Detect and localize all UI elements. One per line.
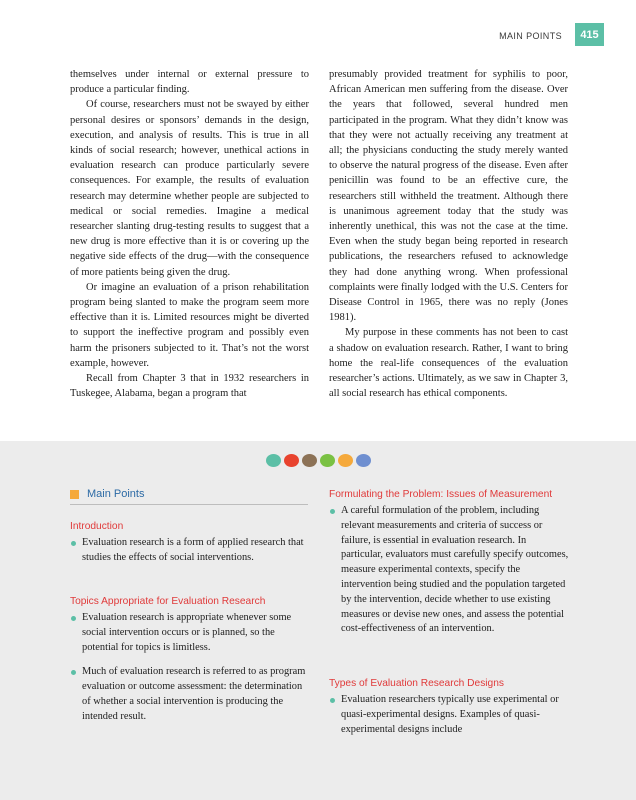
section-title: Topics Appropriate for Evaluation Research bbox=[70, 596, 266, 607]
bullet-text: Much of evaluation research is referred to as program evaluation or outcome assessment: the determination of whether a social intervention is producing the intended result. bbox=[82, 666, 306, 722]
bullet-icon bbox=[330, 698, 335, 703]
bullet-item bbox=[70, 611, 310, 655]
bullet-item bbox=[70, 665, 310, 724]
paragraph: Recall from Chapter 3 that in 1932 researchers in Tuskegee, Alabama, began a program that bbox=[70, 373, 309, 400]
dot-icon bbox=[356, 454, 371, 467]
paragraph: Or imagine an evaluation of a prison rehabilitation program being slanted to make the program seem more effective than it is. Limited resources might be diverted to support the ineffective program and possibly even harm the prisoners subjected to it. That’s not the worst example, however. bbox=[70, 281, 309, 369]
bullet-text: Evaluation researchers typically use experimental or quasi-experimental designs. Examples of quasi-experimental designs include bbox=[341, 694, 559, 735]
square-icon bbox=[70, 490, 79, 499]
paragraph: My purpose in these comments has not been to cast a shadow on evaluation research. Rather, I want to bring home the real-life consequences of the evaluation researcher’s actions. Ultimately, as we saw in Chapter 3, all social research has ethical components. bbox=[329, 327, 568, 400]
bullet-icon bbox=[71, 541, 76, 546]
bullet-text: Evaluation research is appropriate whenever some social intervention occurs or is planned, so the potential for topics is limitless. bbox=[82, 612, 292, 653]
section-formulating-problem bbox=[329, 488, 569, 637]
bullet-item bbox=[70, 536, 310, 566]
main-points-heading bbox=[70, 488, 308, 505]
body-column-right bbox=[329, 67, 568, 401]
bullet-text: A careful formulation of the problem, including relevant measurements and criteria of success or failure, is essential in evaluation research. In particular, evaluators must carefully specify outcomes, measure experimental contexts, specify the intervention being studied and the population targeted by the intervention, decide whether to use existing measures or devise new ones, and assess the potential cost-effectiveness of an intervention. bbox=[341, 505, 569, 635]
page-number: 415 bbox=[575, 23, 604, 46]
dot-icon bbox=[302, 454, 317, 467]
paragraph: themselves under internal or external pressure to produce a particular finding. bbox=[70, 69, 309, 96]
bullet-text: Evaluation research is a form of applied research that studies the effects of social interventions. bbox=[82, 537, 304, 563]
section-title: Types of Evaluation Research Designs bbox=[329, 678, 504, 689]
decorative-dots bbox=[0, 454, 636, 467]
bullet-item bbox=[329, 504, 569, 637]
dot-icon bbox=[320, 454, 335, 467]
main-points-title: Main Points bbox=[87, 488, 145, 500]
paragraph: Of course, researchers must not be swayed by either personal desires or sponsors’ demands in the design, execution, and analysis of results. This is true in all kinds of social research; however, unethical actions in evaluation research can produce particularly severe consequences. For example, the results of evaluation research may determine whether people are subjected to medical or social remedies. Imagine a medical researcher slanting drug-testing results to suggest that a new drug is more effective than it is or covering up the negative side effects of the drug—with the consequence of more patients being given the drug. bbox=[70, 99, 309, 278]
body-column-left bbox=[70, 67, 309, 401]
dot-icon bbox=[338, 454, 353, 467]
dot-icon bbox=[284, 454, 299, 467]
bullet-icon bbox=[71, 616, 76, 621]
section-design-types bbox=[329, 677, 569, 737]
bullet-item bbox=[329, 693, 569, 737]
dot-icon bbox=[266, 454, 281, 467]
section-topics bbox=[70, 595, 310, 725]
section-introduction bbox=[70, 520, 310, 566]
section-title: Formulating the Problem: Issues of Measurement bbox=[329, 489, 553, 500]
paragraph: presumably provided treatment for syphilis to poor, African American men suffering from the disease. Over the years that followed, several hundred men participated in the program. What they didn’t know was that they were not actually receiving any treatment at all; the physicians conducting the study merely wanted to observe the natural progress of the disease. Even after penicillin was found to be an effective cure, the researchers still withheld the treatment. Although there is unanimous agreement today that the study was inherently unethical, this was not the case at the time. Even when the study began being reported in research publications, the researchers refused to acknowledge they had done anything wrong. When professional complaints were finally lodged with the U.S. Centers for Disease Control in 1965, there was no reply (Jones 1981). bbox=[329, 69, 568, 324]
bullet-icon bbox=[330, 509, 335, 514]
running-header: MAIN POINTS bbox=[499, 31, 562, 41]
bullet-icon bbox=[71, 670, 76, 675]
section-title: Introduction bbox=[70, 521, 124, 532]
